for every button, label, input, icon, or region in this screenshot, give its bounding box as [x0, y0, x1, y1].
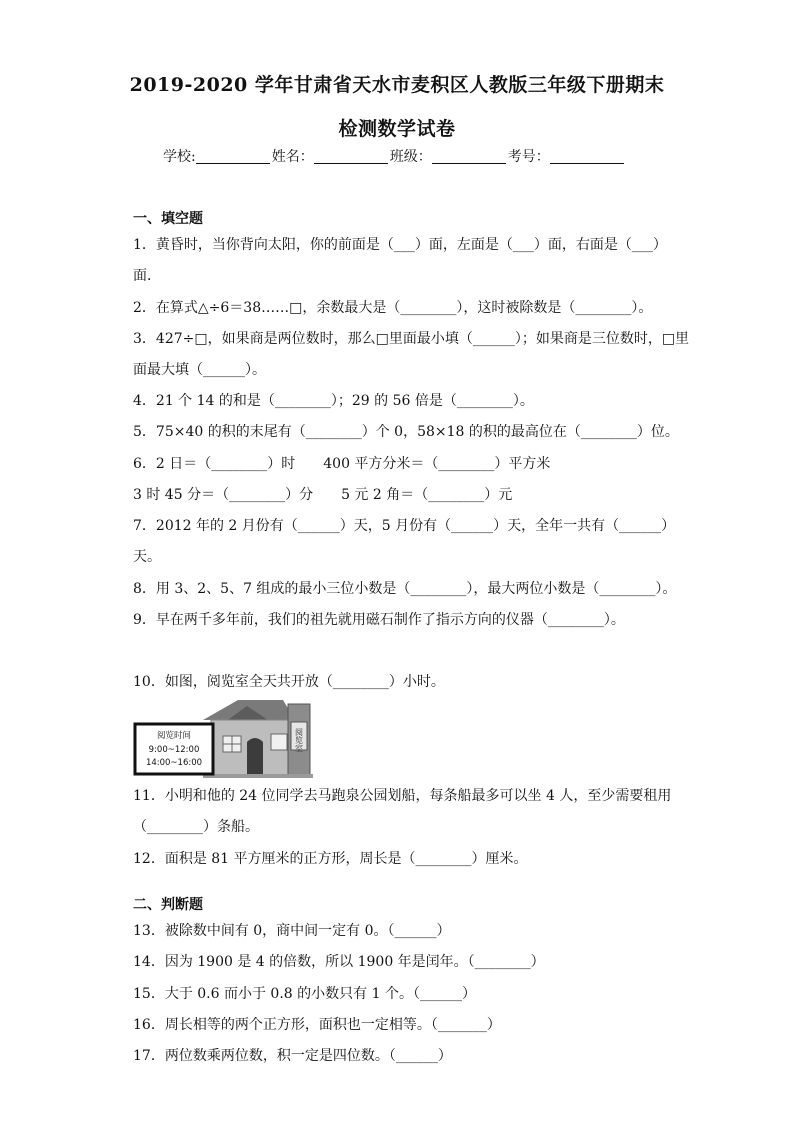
school-blank[interactable] — [196, 149, 270, 164]
section-heading-fill-blank: 一、填空题 — [133, 211, 203, 227]
question-line: 13．被除数中间有 0，商中间一定有 0。（______） — [133, 923, 451, 939]
sign-title: 阅览时间 — [156, 731, 192, 741]
student-info-row — [163, 146, 626, 166]
class-blank[interactable] — [432, 149, 506, 164]
window-right — [271, 734, 287, 750]
exam-title-line2: 检测数学试卷 — [338, 118, 456, 140]
sign-time-morning: 9:00~12:00 — [148, 745, 200, 755]
question-line: 14．因为 1900 是 4 的倍数，所以 1900 年是闰年。（________） — [133, 954, 545, 970]
question-line: 6．2 日＝（________）时 400 平方分米＝（________）平方米 — [133, 456, 551, 472]
question-line: 16．周长相等的两个正方形，面积也一定相等。（_______） — [133, 1017, 501, 1033]
question-line: 10．如图，阅览室全天共开放（________）小时。 — [133, 674, 445, 690]
question-line: 天。 — [133, 549, 161, 565]
question-line: 面． — [133, 268, 161, 284]
question-line: 7．2012 年的 2 月份有（______）天，5 月份有（______）天，全年一共有（______） — [133, 518, 676, 534]
question-line: （________）条船。 — [133, 819, 259, 835]
exam-title-line1: 2019-2020 学年甘肃省天水市麦积区人教版三年级下册期末 — [129, 74, 665, 96]
number-label: 考号： — [507, 149, 550, 165]
question-line: 5．75×40 的积的末尾有（________）个 0，58×18 的积的最高位在（________）位。 — [133, 424, 679, 440]
question-line: 17．两位数乘两位数，积一定是四位数。（______） — [133, 1048, 452, 1064]
question-line: 1．黄昏时，当你背向太阳，你的前面是（___）面，左面是（___）面，右面是（___） — [133, 237, 667, 253]
door-shape — [247, 738, 263, 776]
name-blank[interactable] — [314, 149, 388, 164]
building-label: 阅览室 — [294, 728, 304, 752]
question-line: 面最大填（______）。 — [133, 362, 266, 378]
question-line: 2．在算式△÷6＝38……□，余数最大是（________），这时被除数是（________）。 — [133, 300, 653, 316]
question-line: 3 时 45 分＝（________）分 5 元 2 角＝（________）元 — [133, 487, 513, 503]
question-line: 9．早在两千多年前，我们的祖先就用磁石制作了指示方向的仪器（________）。 — [133, 612, 625, 628]
reading-room-illustration — [133, 698, 313, 778]
question-line: 4．21 个 14 的和是（________）；29 的 56 倍是（________）。 — [133, 393, 534, 409]
section-heading-true-false: 二、判断题 — [133, 897, 203, 913]
question-line: 11．小明和他的 24 位同学去马跑泉公园划船，每条船最多可以坐 4 人，至少需要租用 — [133, 788, 672, 804]
number-blank[interactable] — [550, 149, 624, 164]
reading-room-figure — [133, 698, 313, 778]
class-label: 班级： — [389, 149, 432, 165]
question-line: 8．用 3、2、5、7 组成的最小三位小数是（________），最大两位小数是（________）。 — [133, 581, 677, 597]
name-label: 姓名： — [271, 149, 314, 165]
sign-time-afternoon: 14:00~16:00 — [145, 758, 203, 768]
question-line: 15．大于 0.6 而小于 0.8 的小数只有 1 个。（______） — [133, 986, 476, 1002]
question-line: 3．427÷□，如果商是两位数时，那么□里面最小填（______）；如果商是三位数时，□里 — [133, 331, 690, 347]
question-line: 12．面积是 81 平方厘米的正方形，周长是（________）厘米。 — [133, 851, 528, 867]
school-label: 学校: — [163, 149, 196, 165]
